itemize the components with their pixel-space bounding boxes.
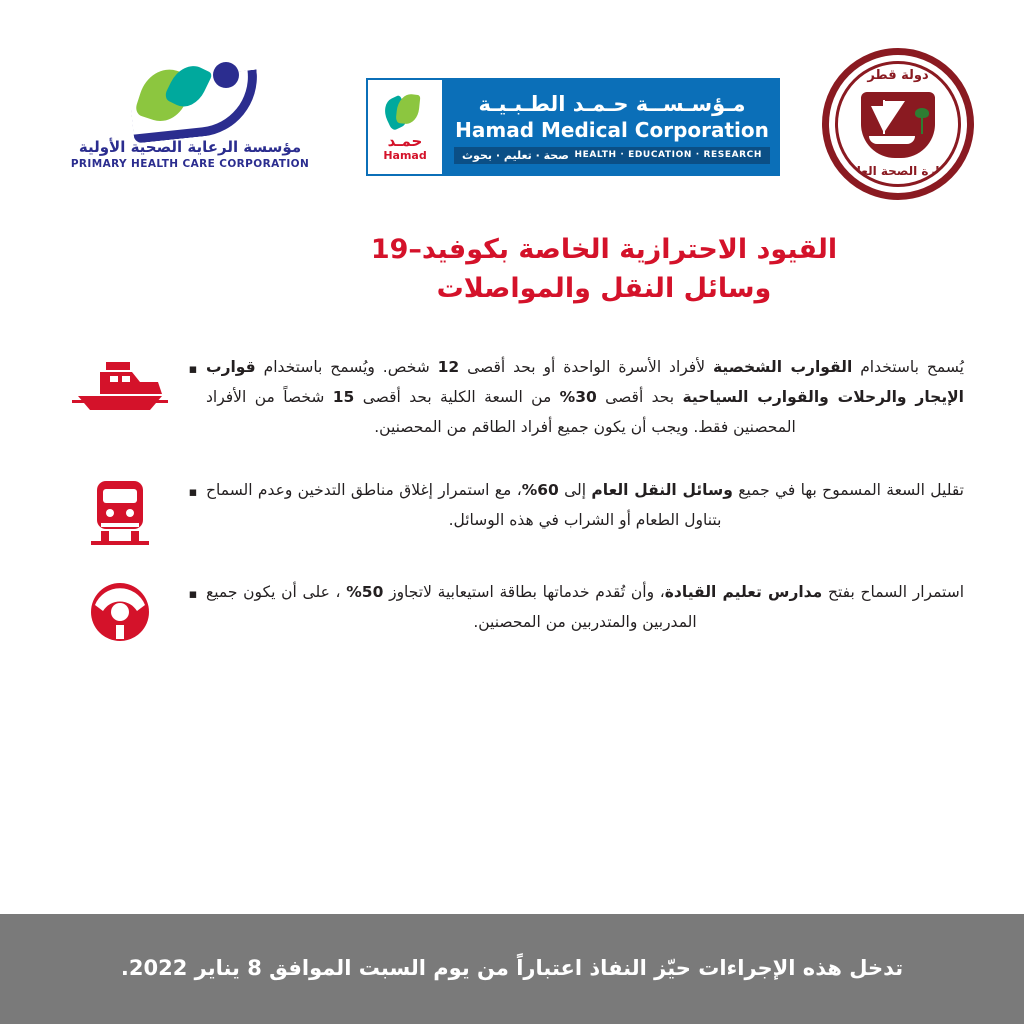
hmc-strapline — [454, 147, 770, 164]
boat-icon — [60, 350, 180, 414]
hmc-logo — [366, 78, 780, 176]
list-item-text: استمرار السماح بفتح مدارس تعليم القيادة، وأن تُقدم خدماتها بطاقة استيعابية لاتجاوز 50% ، على أن يكون جميع المدربين والمتدربين من المحصنين. — [206, 582, 965, 631]
moph-text-bottom: وزارة الصحة العامة — [842, 164, 954, 178]
hmc-mark-en: Hamad — [383, 149, 427, 162]
hmc-logo-mark — [366, 78, 444, 176]
page-title — [244, 232, 964, 306]
hmc-strapline-en: HEALTH · EDUCATION · RESEARCH — [574, 150, 762, 161]
hmc-strapline-ar: صحة · تعليم · بحوث — [462, 148, 569, 162]
hmc-mark-ar: حمـد — [387, 132, 423, 150]
list-item-bullet: ▪ — [188, 362, 198, 377]
list-item-text: تقليل السعة المسموح بها في جميع وسائل النقل العام إلى 60%، مع استمرار إغلاق مناطق التدخين وعدم السماح بتناول الطعام أو الشراب في هذه الوسائل. — [206, 480, 964, 529]
hmc-name-en: Hamad Medical Corporation — [455, 117, 769, 142]
moph-seal — [822, 48, 974, 200]
hmc-name-ar: مـؤسـســة حـمـد الطـبـيـة — [478, 92, 746, 117]
hmc-logo-text — [444, 78, 780, 176]
moph-text-top: دولة قطر — [867, 68, 929, 83]
list-item — [0, 575, 1024, 643]
restrictions-list — [0, 350, 1024, 673]
title-line-2: وسائل النقل والمواصلات — [436, 273, 772, 305]
header-logos — [0, 0, 1024, 200]
list-item-bullet: ▪ — [188, 484, 198, 500]
list-item-text: يُسمح باستخدام القوارب الشخصية لأفراد الأسرة الواحدة أو بحد أقصى 12 شخص. ويُسمح باستخدام قوارب الإيجار والرحلات والقوارب السياحية بحد أقصى 30% من السعة الكلية بحد أقصى 15 شخصاً من الأفراد المحصنين فقط. ويجب أن يكون جميع أفراد الطاقم من المحصنين. — [206, 358, 964, 437]
qatar-emblem-icon — [861, 92, 935, 158]
phcc-name-en: PRIMARY HEALTH CARE CORPORATION — [70, 158, 310, 170]
phcc-logo — [45, 62, 335, 182]
footer-text: تدخل هذه الإجراءات حيّز النفاذ اعتباراً من يوم السبت الموافق 8 يناير 2022. — [120, 956, 904, 981]
list-item-bullet: ▪ — [188, 586, 198, 602]
list-item — [0, 350, 1024, 443]
hmc-leaf-icon — [383, 92, 427, 132]
phcc-name-ar: مؤسسة الرعاية الصحية الأولية — [78, 138, 302, 156]
title-line-1: القيود الاحترازية الخاصة بكوفيد–19 — [370, 234, 838, 265]
phcc-logo-icon — [125, 62, 255, 134]
train-icon — [60, 473, 180, 545]
list-item — [0, 473, 1024, 545]
steering-wheel-icon — [60, 575, 180, 643]
footer-bar — [0, 914, 1024, 1024]
